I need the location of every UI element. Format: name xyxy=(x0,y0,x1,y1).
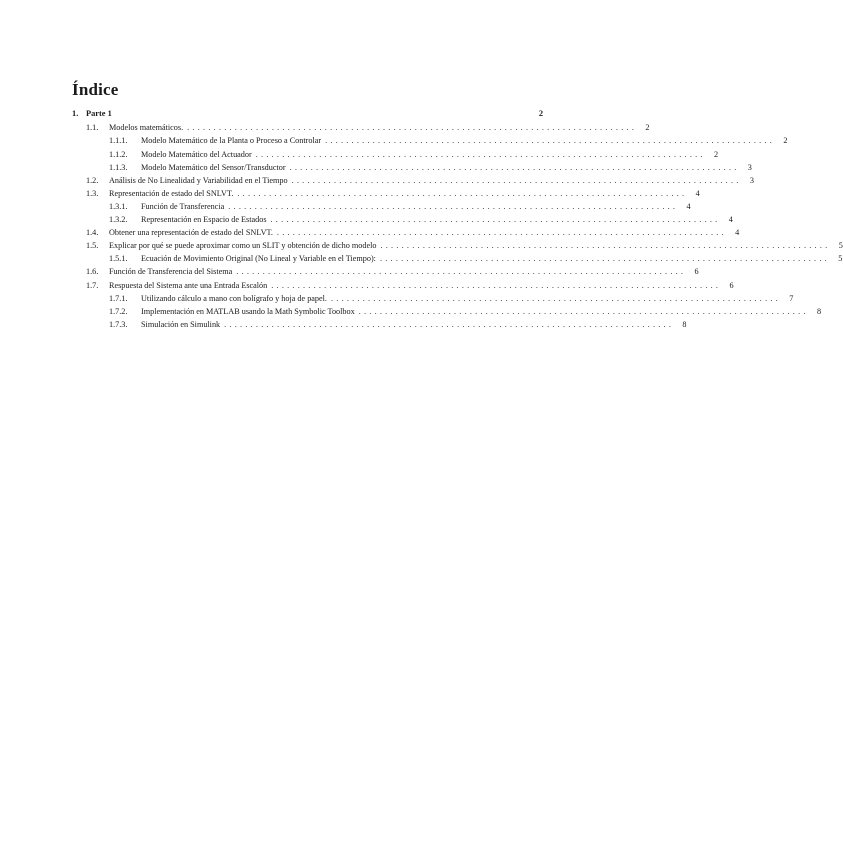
toc-entry-page: 3 xyxy=(747,162,752,172)
toc-dot-leader xyxy=(256,148,703,161)
toc-entry-title: Utilizando cálculo a mano con bolígrafo y hoja de papel. xyxy=(141,293,327,303)
toc-entry-number: 1.5.1. xyxy=(109,254,128,264)
toc-entry-page: 7 xyxy=(789,293,794,303)
toc-entry-number: 1.1.1. xyxy=(109,136,128,146)
toc-entry-title: Respuesta del Sistema ante una Entrada Escalón xyxy=(109,280,268,290)
toc-entry-1-1-2[interactable] xyxy=(72,148,719,161)
toc-dot-leader xyxy=(292,174,739,187)
toc-dot-leader xyxy=(228,200,675,213)
toc-entry-1-6[interactable] xyxy=(72,265,699,278)
toc-entry-1[interactable] xyxy=(72,107,543,121)
toc-entry-number: 1.5. xyxy=(86,241,99,251)
toc-dot-leader xyxy=(187,121,634,134)
toc-entry-title: Obtener una representación de estado del SNLVT. xyxy=(109,228,273,238)
toc-entry-number: 1.3.2. xyxy=(109,215,128,225)
toc-dot-leader xyxy=(271,213,718,226)
toc-entry-title: Función de Transferencia del Sistema xyxy=(109,267,233,277)
toc-entry-page: 2 xyxy=(783,136,788,146)
toc-entry-1-7-1[interactable] xyxy=(72,292,794,305)
toc-entry-1-5-1[interactable] xyxy=(72,252,843,265)
toc-entry-title: Análisis de No Linealidad y Variabilidad en el Tiempo xyxy=(109,175,288,185)
toc-entry-number: 1.3. xyxy=(86,188,99,198)
toc-entry-number: 1.2. xyxy=(86,175,99,185)
toc-entry-title: Representación de estado del SNLVT. xyxy=(109,188,234,198)
toc-entry-title: Representación en Espacio de Estados xyxy=(141,215,267,225)
toc-entry-page: 2 xyxy=(538,109,543,118)
toc-entry-page: 5 xyxy=(838,241,843,251)
toc-entry-1-1[interactable] xyxy=(72,121,650,134)
toc-entry-number: 1.4. xyxy=(86,228,99,238)
toc-entry-title: Función de Transferencia xyxy=(141,201,225,211)
toc-entry-1-4[interactable] xyxy=(72,226,740,239)
toc-entry-title: Modelo Matemático del Sensor/Transductor xyxy=(141,162,286,172)
toc-entry-1-1-1[interactable] xyxy=(72,134,788,147)
toc-entry-number: 1.3.1. xyxy=(109,201,128,211)
toc-dot-leader xyxy=(224,318,671,331)
toc-entry-number: 1.7.2. xyxy=(109,306,128,316)
toc-entry-1-3-2[interactable] xyxy=(72,213,733,226)
toc-entry-page: 2 xyxy=(713,149,719,159)
toc-entry-number: 1. xyxy=(72,109,79,118)
table-of-contents xyxy=(72,107,843,331)
toc-entry-number: 1.1. xyxy=(86,123,99,133)
toc-dot-leader xyxy=(290,161,737,174)
toc-entry-number: 1.7.3. xyxy=(109,319,128,329)
toc-dot-leader xyxy=(237,187,684,200)
toc-entry-1-2[interactable] xyxy=(72,174,754,187)
toc-entry-title: Implementación en MATLAB usando la Math Symbolic Toolbox xyxy=(141,306,355,316)
toc-entry-page: 2 xyxy=(645,123,650,133)
toc-dot-leader xyxy=(277,226,724,239)
toc-entry-title: Modelos matemáticos. xyxy=(109,123,184,133)
toc-entry-title: Ecuación de Movimiento Original (No Lineal y Variable en el Tiempo): xyxy=(141,254,376,264)
toc-entry-title: Modelo Matemático de la Planta o Proceso a Controlar xyxy=(141,136,322,146)
toc-entry-title: Simulación en Simulink xyxy=(141,319,221,329)
toc-dot-leader xyxy=(331,292,778,305)
toc-entry-number: 1.1.2. xyxy=(109,149,128,159)
toc-entry-title: Parte 1 xyxy=(86,109,112,118)
toc-title: Índice xyxy=(72,80,119,99)
toc-entry-number: 1.7. xyxy=(86,280,99,290)
toc-entry-number: 1.6. xyxy=(86,267,99,277)
toc-entry-1-7-2[interactable] xyxy=(72,305,822,318)
toc-entry-1-7-3[interactable] xyxy=(72,318,687,331)
toc-entry-page: 3 xyxy=(749,175,754,185)
toc-entry-1-1-3[interactable] xyxy=(72,161,752,174)
toc-entry-page: 4 xyxy=(686,201,691,211)
toc-dot-leader xyxy=(325,134,772,147)
toc-entry-page: 4 xyxy=(735,228,740,238)
toc-entry-title: Explicar por qué se puede aproximar como un SLIT y obtención de dicho modelo xyxy=(109,241,377,251)
toc-entry-title: Modelo Matemático del Actuador xyxy=(141,149,252,159)
toc-entry-1-3-1[interactable] xyxy=(72,200,691,213)
toc-entry-number: 1.1.3. xyxy=(109,162,128,172)
toc-entry-number: 1.7.1. xyxy=(109,293,128,303)
toc-dot-leader xyxy=(271,279,718,292)
toc-entry-1-7[interactable] xyxy=(72,279,734,292)
toc-entry-page: 4 xyxy=(695,188,700,198)
toc-entry-page: 8 xyxy=(682,319,687,329)
toc-entry-1-5[interactable] xyxy=(72,239,843,252)
toc-entry-page: 6 xyxy=(694,267,699,277)
toc-dot-leader xyxy=(359,305,806,318)
toc-entry-page: 8 xyxy=(816,306,822,316)
toc-entry-1-3[interactable] xyxy=(72,187,700,200)
toc-dot-leader xyxy=(380,252,827,265)
toc-entry-page: 4 xyxy=(728,215,733,225)
toc-dot-leader xyxy=(236,265,683,278)
toc-entry-page: 6 xyxy=(729,280,734,290)
toc-dot-leader xyxy=(380,239,827,252)
toc-entry-page: 5 xyxy=(838,254,843,264)
